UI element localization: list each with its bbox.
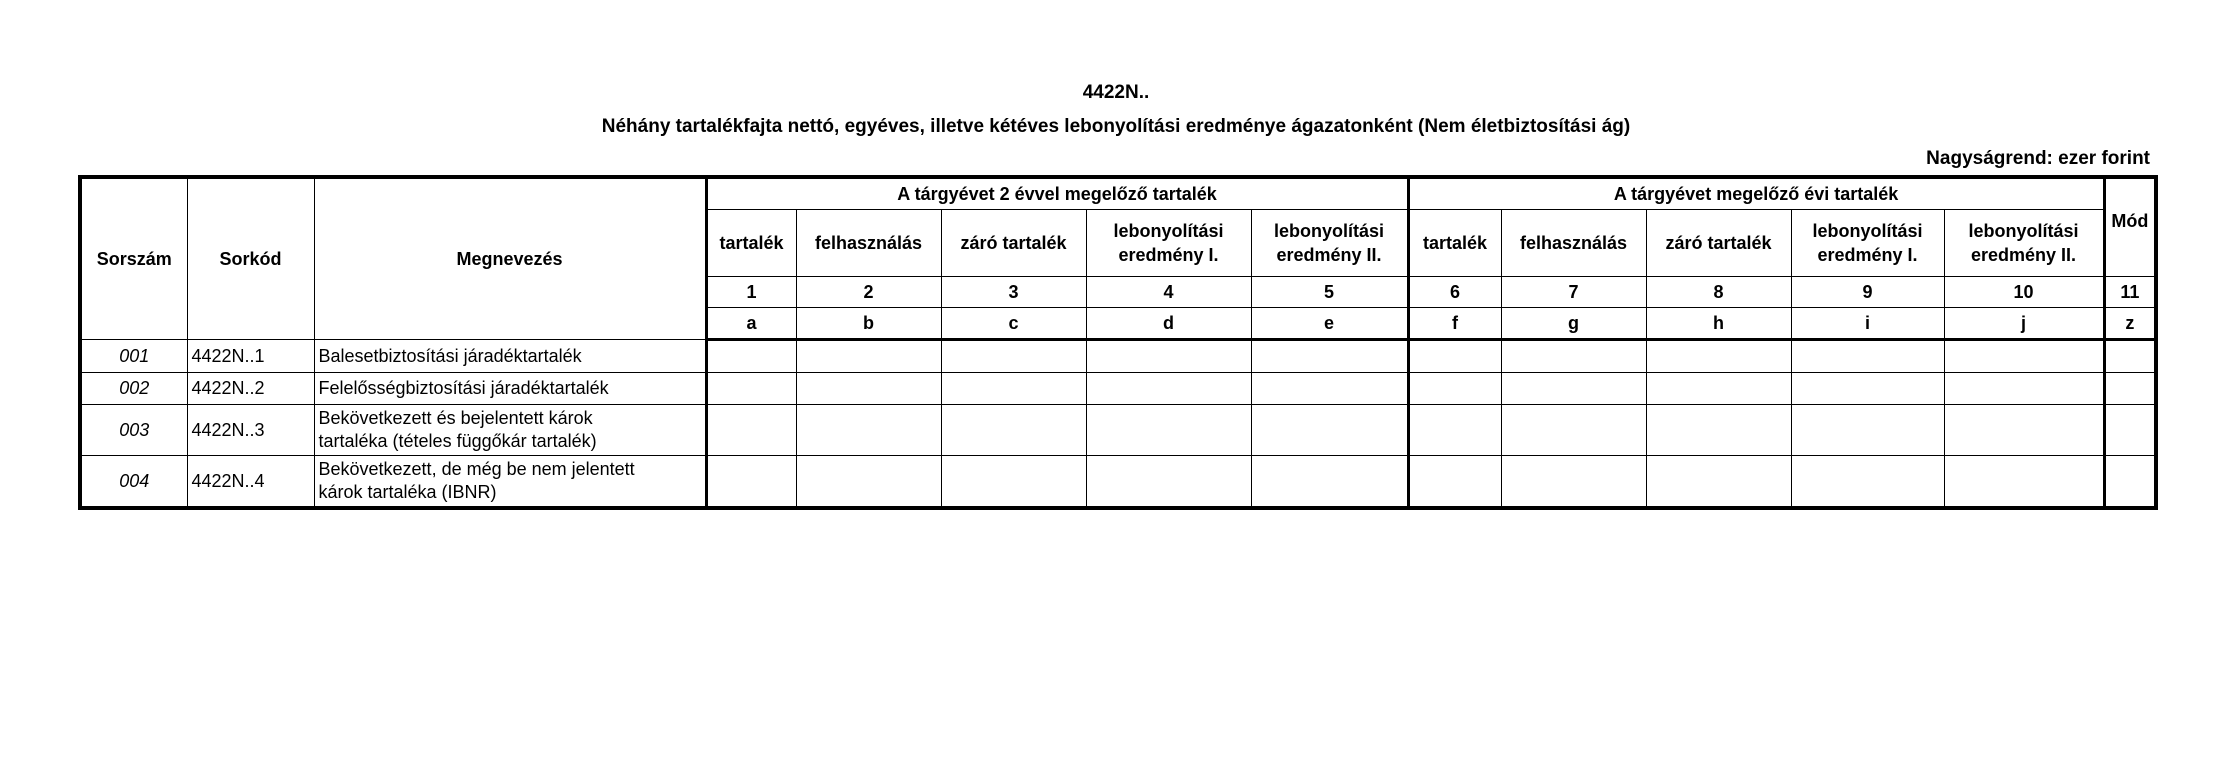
data-cell[interactable] [1501, 340, 1646, 373]
subheader-line1: záró tartalék [1665, 233, 1772, 253]
row-name-line1: Bekövetkezett és bejelentett károk [318, 408, 593, 428]
page-title: Néhány tartalékfajta nettó, egyéves, illetve kétéves lebonyolítási eredménye ágazatonként (Nem életbiztosítási ág) [601, 116, 1631, 137]
data-cell[interactable] [1646, 373, 1791, 405]
row-name-line1: Bekövetkezett, de még be nem jelentett [318, 459, 635, 479]
col-number-mod: 11 [2104, 277, 2156, 308]
row-sorszam: 001 [80, 340, 187, 373]
row-sorszam: 002 [80, 373, 187, 405]
row-name [314, 340, 706, 373]
data-cell[interactable] [796, 405, 941, 456]
data-cell[interactable] [1791, 340, 1944, 373]
subheader-line1: felhasználás [814, 233, 923, 253]
subheader-line1: lebonyolítási [1968, 221, 2079, 241]
data-cell[interactable] [1086, 340, 1251, 373]
data-cell[interactable] [1251, 405, 1408, 456]
subheader-line2: eredmény II. [1971, 245, 2077, 265]
subheader-col-5 [1251, 210, 1408, 277]
col-letter-4: d [1086, 308, 1251, 340]
table-row [80, 373, 2156, 405]
data-cell[interactable] [1791, 373, 1944, 405]
data-cell[interactable] [706, 340, 796, 373]
unit-label: Nagyságrend: ezer forint [1926, 148, 2150, 169]
row-sorkod: 4422N..2 [187, 373, 314, 405]
data-cell[interactable] [1646, 405, 1791, 456]
data-cell[interactable] [941, 373, 1086, 405]
col-number-1: 1 [706, 277, 796, 308]
row-name-line2: károk tartaléka (IBNR) [318, 482, 497, 502]
col-letter-8: h [1646, 308, 1791, 340]
col-letter-9: i [1791, 308, 1944, 340]
data-cell[interactable] [1944, 340, 2104, 373]
col-number-2: 2 [796, 277, 941, 308]
row-sorszam: 003 [80, 405, 187, 456]
subheader-col-2 [796, 210, 941, 277]
subheader-line1: lebonyolítási [1812, 221, 1923, 241]
subheader-line2: eredmény II. [1276, 245, 1382, 265]
data-cell[interactable] [1791, 456, 1944, 509]
data-cell[interactable] [706, 456, 796, 509]
data-cell[interactable] [1086, 373, 1251, 405]
data-cell[interactable] [2104, 373, 2156, 405]
row-sorkod: 4422N..1 [187, 340, 314, 373]
col-number-7: 7 [1501, 277, 1646, 308]
subheader-col-7 [1501, 210, 1646, 277]
data-cell[interactable] [1408, 405, 1501, 456]
col-number-8: 8 [1646, 277, 1791, 308]
col-letter-7: g [1501, 308, 1646, 340]
data-cell[interactable] [796, 340, 941, 373]
col-letter-5: e [1251, 308, 1408, 340]
subheader-col-1 [706, 210, 796, 277]
data-cell[interactable] [1086, 405, 1251, 456]
data-cell[interactable] [1408, 456, 1501, 509]
col-letter-2: b [796, 308, 941, 340]
subheader-col-8 [1646, 210, 1791, 277]
col-letter-10: j [1944, 308, 2104, 340]
subheader-line1: tartalék [719, 233, 784, 253]
header-mod: Mód [2104, 177, 2156, 277]
data-cell[interactable] [1408, 340, 1501, 373]
data-cell[interactable] [941, 405, 1086, 456]
data-cell[interactable] [796, 373, 941, 405]
data-cell[interactable] [706, 405, 796, 456]
row-name-line2: tartaléka (tételes függőkár tartalék) [318, 431, 597, 451]
subheader-col-4 [1086, 210, 1251, 277]
row-name [314, 456, 706, 509]
data-cell[interactable] [1501, 456, 1646, 509]
data-cell[interactable] [1086, 456, 1251, 509]
data-cell[interactable] [2104, 456, 2156, 509]
data-cell[interactable] [1408, 373, 1501, 405]
subheader-line2: eredmény I. [1817, 245, 1918, 265]
col-number-10: 10 [1944, 277, 2104, 308]
subheader-col-10 [1944, 210, 2104, 277]
header-sorkod: Sorkód [187, 177, 314, 340]
header-sorszam: Sorszám [80, 177, 187, 340]
data-cell[interactable] [1251, 456, 1408, 509]
col-number-9: 9 [1791, 277, 1944, 308]
form-code: 4422N.. [1082, 82, 1150, 103]
data-cell[interactable] [2104, 340, 2156, 373]
col-letter-6: f [1408, 308, 1501, 340]
row-name-line1: Balesetbiztosítási járadéktartalék [318, 345, 582, 366]
subheader-line1: felhasználás [1519, 233, 1628, 253]
subheader-line1: lebonyolítási [1273, 221, 1385, 241]
col-number-4: 4 [1086, 277, 1251, 308]
row-name [314, 405, 706, 456]
subheader-line1: tartalék [1422, 233, 1488, 253]
data-cell[interactable] [1501, 405, 1646, 456]
col-letter-3: c [941, 308, 1086, 340]
row-sorkod: 4422N..3 [187, 405, 314, 456]
data-cell[interactable] [1251, 373, 1408, 405]
data-cell[interactable] [1791, 405, 1944, 456]
table-row [80, 340, 2156, 373]
data-cell[interactable] [941, 456, 1086, 509]
col-letter-mod: z [2104, 308, 2156, 340]
header-megnevezes: Megnevezés [314, 177, 706, 340]
data-cell[interactable] [1944, 456, 2104, 509]
data-cell[interactable] [1944, 373, 2104, 405]
data-cell[interactable] [706, 373, 796, 405]
col-letter-1: a [706, 308, 796, 340]
subheader-line2: eredmény I. [1118, 245, 1219, 265]
reserve-table [78, 175, 2158, 510]
data-cell[interactable] [2104, 405, 2156, 456]
header-group-prev-year: A tárgyévet megelőző évi tartalék [1408, 177, 2104, 210]
data-cell[interactable] [1944, 405, 2104, 456]
subheader-line1: záró tartalék [960, 233, 1067, 253]
row-name-line1: Felelősségbiztosítási járadéktartalék [318, 378, 609, 398]
data-cell[interactable] [1251, 340, 1408, 373]
col-number-6: 6 [1408, 277, 1501, 308]
data-cell[interactable] [941, 340, 1086, 373]
header-group-two-years: A tárgyévet 2 évvel megelőző tartalék [706, 177, 1408, 210]
data-cell[interactable] [1501, 373, 1646, 405]
table-row [80, 405, 2156, 456]
subheader-col-6 [1408, 210, 1501, 277]
col-number-5: 5 [1251, 277, 1408, 308]
row-name [314, 373, 706, 405]
data-cell[interactable] [796, 456, 941, 509]
row-sorkod: 4422N..4 [187, 456, 314, 509]
table-row [80, 456, 2156, 509]
subheader-line1: lebonyolítási [1113, 221, 1224, 241]
subheader-col-9 [1791, 210, 1944, 277]
subheader-col-3 [941, 210, 1086, 277]
data-cell[interactable] [1646, 456, 1791, 509]
col-number-3: 3 [941, 277, 1086, 308]
row-sorszam: 004 [80, 456, 187, 509]
data-cell[interactable] [1646, 340, 1791, 373]
